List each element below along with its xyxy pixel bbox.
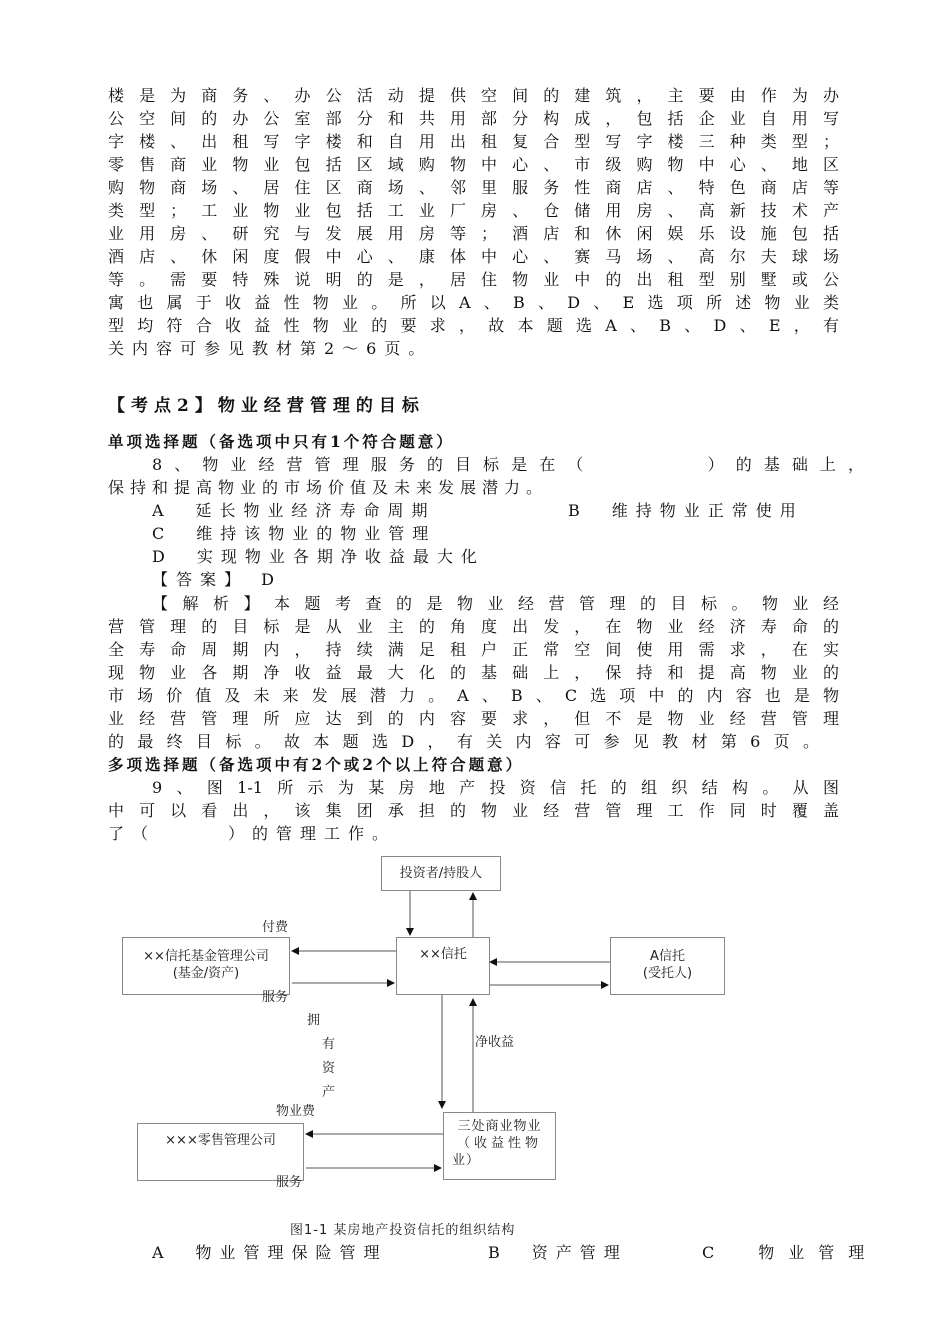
- a-trust-box: [610, 937, 725, 995]
- q8-analysis-line: 市场价值及未来发展潜力。A、B、C选项中的内容也是物: [108, 686, 839, 705]
- text-line: 公空间的办公室部分和共用部分构成，包括企业自用写: [108, 109, 839, 128]
- own-assets-label: 有资产: [322, 1037, 336, 1100]
- service-label-bottom: 服务: [276, 1175, 303, 1190]
- text-line: 酒店、休闲度假中心、康体中心、赛马场、高尔夫球场: [108, 247, 839, 266]
- q8-option-a: A 延长物业经济寿命周期: [152, 501, 436, 520]
- properties-sublabel: （收益性物: [456, 1136, 542, 1151]
- properties-label: 三处商业物业: [457, 1119, 542, 1134]
- properties-box: [443, 1112, 556, 1180]
- service-label-top: 服务: [262, 990, 289, 1005]
- text-line: 零售商业物业包括区域购物中心、市级购物中心、地区: [108, 155, 839, 174]
- text-line: 类型；工业物业包括工业厂房、仓储用房、高新技术产: [108, 201, 839, 220]
- fee-label: 付费: [262, 920, 289, 935]
- q8-analysis-line: 现物业各期净收益最大化的基础上，保持和提高物业的: [108, 663, 839, 682]
- investor-box: [381, 856, 501, 891]
- own-assets-label-part1: 拥: [307, 1013, 321, 1028]
- q9-option-c: C 物业管理: [702, 1243, 879, 1262]
- text-line: 业用房、研究与发展用房等；酒店和休闲娱乐设施包括: [108, 224, 839, 243]
- trust-label: ××信托: [419, 947, 467, 962]
- retail-company-label: ×××零售管理公司: [165, 1133, 276, 1148]
- retail-company-box: [137, 1123, 304, 1181]
- section-heading: 【考点2】物业经营管理的目标: [108, 396, 425, 416]
- investor-label: 投资者/持股人: [399, 866, 483, 881]
- text-line: 购物商场、居住区商场、邻里服务性商店、特色商店等: [108, 178, 839, 197]
- text-line: 字楼、出租写字楼和自用出租复合型写字楼三种类型；: [108, 132, 839, 151]
- multi-choice-header: 多项选择题（备选项中有2个或2个以上符合题意）: [108, 755, 525, 774]
- q8-analysis-line: 的最终目标。故本题选D，有关内容可参见教材第6页。: [108, 732, 819, 751]
- q8-analysis-line: 营管理的目标是从业主的角度出发，在物业经济寿命的: [108, 617, 839, 636]
- q9-stem-line: 中可以看出，该集团承担的物业经营管理工作同时覆盖: [108, 801, 839, 820]
- text-line: 等。需要特殊说明的是，居住物业中的出租型别墅或公: [108, 270, 839, 289]
- q8-analysis-line: 【解析】本题考查的是物业经营管理的目标。物业经: [152, 594, 839, 613]
- q8-answer: 【答案】 D: [152, 570, 282, 589]
- trust-box: [396, 937, 490, 995]
- q9-stem-line: 了（ ）的管理工作。: [108, 824, 397, 843]
- q8-option-c: C 维持该物业的物业管理: [152, 524, 437, 543]
- q8-stem-line: 保持和提高物业的市场价值及未来发展潜力。: [108, 478, 549, 497]
- text-line: 寓也属于收益性物业。所以A、B、D、E选项所述物业类: [108, 293, 839, 312]
- a-trust-sublabel: (受托人): [642, 966, 693, 981]
- q8-analysis-line: 全寿命周期内，持续满足租户正常空间使用需求，在实: [108, 640, 839, 659]
- properties-sublabel-end: 业）: [452, 1153, 481, 1168]
- a-trust-label: A信托: [650, 949, 685, 964]
- trust-fund-sublabel: (基金/资产): [172, 966, 240, 981]
- q8-option-d: D 实现物业各期净收益最大化: [152, 547, 485, 566]
- property-fee-label: 物业费: [276, 1104, 316, 1119]
- trust-fund-label: ××信托基金管理公司: [143, 949, 269, 964]
- q8-analysis-line: 业经营管理所应达到的内容要求，但不是物业经营管理: [108, 709, 839, 728]
- text-line: 关内容可参见教材第2～6页。: [108, 339, 433, 358]
- q9-option-b: B 资产管理: [488, 1243, 628, 1262]
- single-choice-header: 单项选择题（备选项中只有1个符合题意）: [108, 432, 455, 451]
- trust-fund-box: [122, 937, 290, 995]
- q8-stem-line: 8、物业经营管理服务的目标是在（ ）的基础上，: [152, 455, 864, 474]
- text-line: 楼是为商务、办公活动提供空间的建筑，主要由作为办: [108, 86, 839, 105]
- net-income-label: 净收益: [475, 1035, 515, 1050]
- q8-option-b: B 维持物业正常使用: [568, 501, 804, 520]
- q9-option-a: A 物业管理保险管理: [152, 1243, 388, 1262]
- q9-stem-line: 9、图1-1所示为某房地产投资信托的组织结构。从图: [152, 778, 839, 797]
- text-line: 型均符合收益性物业的要求，故本题选A、B、D、E，有: [108, 316, 839, 335]
- figure-caption: 图1-1 某房地产投资信托的组织结构: [290, 1223, 516, 1238]
